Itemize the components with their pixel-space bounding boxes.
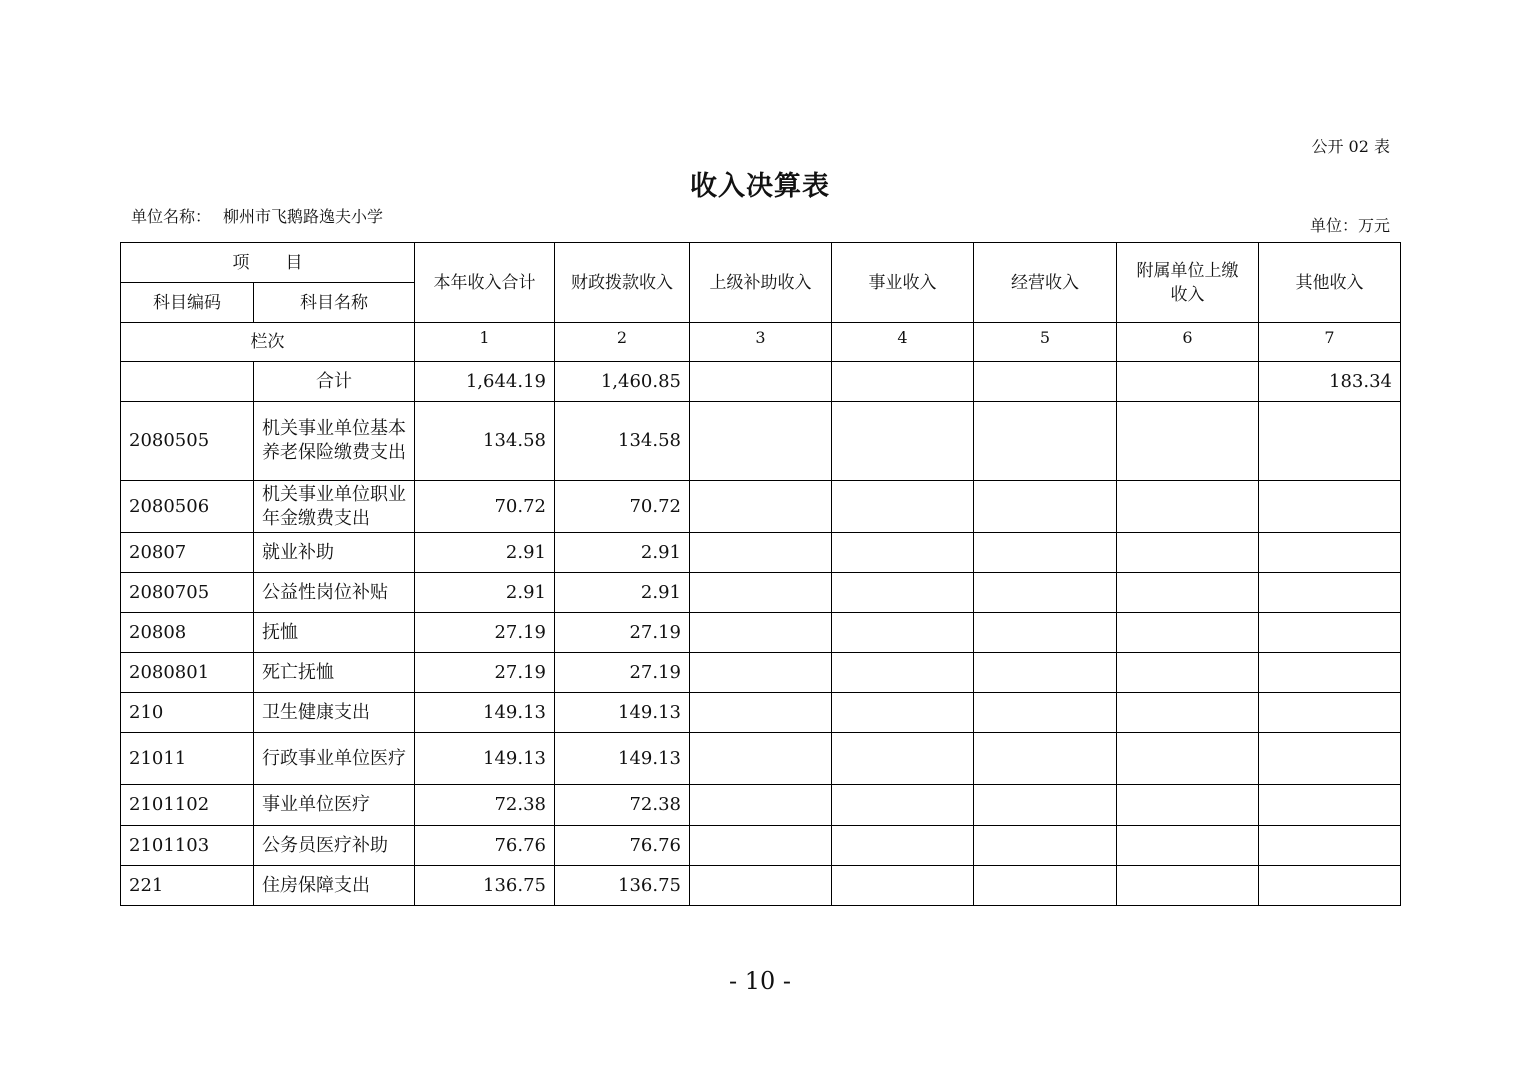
subject-name: 公益性岗位补贴	[254, 573, 415, 613]
subject-code: 21011	[121, 733, 254, 785]
total-cell: 1,644.19	[415, 362, 555, 402]
amount-cell: 134.58	[555, 402, 690, 481]
amount-cell	[690, 866, 832, 906]
amount-cell: 70.72	[415, 481, 555, 533]
amount-cell	[974, 693, 1117, 733]
subject-code: 2080705	[121, 573, 254, 613]
amount-cell	[690, 573, 832, 613]
amount-cell	[832, 613, 974, 653]
col-number: 3	[690, 323, 832, 362]
subject-name: 就业补助	[254, 533, 415, 573]
subject-code: 20807	[121, 533, 254, 573]
project-label-left: 项	[232, 252, 250, 273]
col-header-6: 附属单位上缴收入	[1117, 243, 1259, 323]
amount-cell	[1259, 693, 1401, 733]
col-header-1: 本年收入合计	[415, 243, 555, 323]
table-row	[121, 693, 1401, 733]
table-row	[121, 826, 1401, 866]
amount-cell	[974, 785, 1117, 826]
amount-cell	[690, 402, 832, 481]
amount-cell: 136.75	[415, 866, 555, 906]
col-number: 5	[974, 323, 1117, 362]
amount-cell	[1259, 866, 1401, 906]
subject-code: 210	[121, 693, 254, 733]
amount-cell	[690, 733, 832, 785]
amount-cell: 2.91	[415, 533, 555, 573]
subject-code: 2080801	[121, 653, 254, 693]
amount-cell	[832, 785, 974, 826]
amount-cell	[832, 653, 974, 693]
amount-cell	[1259, 653, 1401, 693]
project-header	[121, 243, 415, 283]
amount-cell: 149.13	[415, 693, 555, 733]
amount-cell	[974, 533, 1117, 573]
col-header-3: 上级补助收入	[690, 243, 832, 323]
amount-cell	[974, 481, 1117, 533]
table-row	[121, 573, 1401, 613]
amount-cell	[1117, 613, 1259, 653]
amount-cell	[832, 866, 974, 906]
amount-cell	[1259, 785, 1401, 826]
total-cell	[690, 362, 832, 402]
amount-cell	[1259, 402, 1401, 481]
col-number: 4	[832, 323, 974, 362]
amount-cell: 136.75	[555, 866, 690, 906]
amount-cell	[974, 613, 1117, 653]
subject-code: 2101103	[121, 826, 254, 866]
amount-cell: 2.91	[415, 573, 555, 613]
amount-cell: 27.19	[555, 613, 690, 653]
amount-cell	[1259, 533, 1401, 573]
total-cell	[974, 362, 1117, 402]
subject-code: 2080505	[121, 402, 254, 481]
table-row	[121, 785, 1401, 826]
amount-cell	[690, 613, 832, 653]
amount-cell	[832, 826, 974, 866]
amount-cell	[1117, 481, 1259, 533]
amount-cell	[1117, 866, 1259, 906]
table-row	[121, 481, 1401, 533]
table-row	[121, 613, 1401, 653]
amount-cell: 72.38	[555, 785, 690, 826]
col-header-5: 经营收入	[974, 243, 1117, 323]
row-number-label: 栏次	[121, 323, 415, 362]
subject-name: 卫生健康支出	[254, 693, 415, 733]
amount-cell	[974, 866, 1117, 906]
amount-cell: 76.76	[415, 826, 555, 866]
table-row	[121, 402, 1401, 481]
col-number: 1	[415, 323, 555, 362]
amount-cell	[690, 653, 832, 693]
subject-name: 抚恤	[254, 613, 415, 653]
table-row	[121, 866, 1401, 906]
amount-cell	[974, 826, 1117, 866]
amount-cell	[832, 733, 974, 785]
amount-cell: 72.38	[415, 785, 555, 826]
amount-cell	[1117, 733, 1259, 785]
unit-name	[131, 204, 383, 227]
unit-name-label: 单位名称：	[131, 207, 212, 226]
amount-cell	[974, 402, 1117, 481]
subject-code: 2080506	[121, 481, 254, 533]
amount-cell	[974, 573, 1117, 613]
subject-name: 机关事业单位职业年金缴费支出	[254, 481, 415, 533]
table-row	[121, 733, 1401, 785]
page-title: 收入决算表	[690, 171, 830, 202]
col-header-4: 事业收入	[832, 243, 974, 323]
header-row-1	[121, 243, 1401, 283]
amount-cell	[1117, 693, 1259, 733]
total-cell: 1,460.85	[555, 362, 690, 402]
unit-measure: 单位：万元	[1309, 216, 1390, 235]
subject-code: 221	[121, 866, 254, 906]
subject-code: 2101102	[121, 785, 254, 826]
subject-name: 机关事业单位基本养老保险缴费支出	[254, 402, 415, 481]
amount-cell	[974, 653, 1117, 693]
amount-cell: 76.76	[555, 826, 690, 866]
amount-cell	[1259, 733, 1401, 785]
name-header: 科目名称	[254, 283, 415, 323]
amount-cell	[690, 785, 832, 826]
total-cell: 183.34	[1259, 362, 1401, 402]
income-table	[120, 242, 1401, 906]
project-label-right: 目	[285, 252, 303, 273]
amount-cell	[832, 533, 974, 573]
amount-cell	[832, 402, 974, 481]
total-code	[121, 362, 254, 402]
subject-name: 事业单位医疗	[254, 785, 415, 826]
amount-cell	[690, 481, 832, 533]
amount-cell: 149.13	[555, 733, 690, 785]
code-header: 科目编码	[121, 283, 254, 323]
amount-cell	[1259, 573, 1401, 613]
amount-cell	[1117, 826, 1259, 866]
amount-cell	[1117, 573, 1259, 613]
amount-cell	[690, 693, 832, 733]
amount-cell	[832, 573, 974, 613]
col-header-2: 财政拨款收入	[555, 243, 690, 323]
subject-name: 死亡抚恤	[254, 653, 415, 693]
amount-cell	[1117, 785, 1259, 826]
amount-cell	[1117, 533, 1259, 573]
total-cell	[1117, 362, 1259, 402]
amount-cell	[1117, 653, 1259, 693]
col-number: 6	[1117, 323, 1259, 362]
amount-cell	[690, 826, 832, 866]
column-number-row	[121, 323, 1401, 362]
amount-cell: 27.19	[555, 653, 690, 693]
amount-cell	[690, 533, 832, 573]
amount-cell: 149.13	[555, 693, 690, 733]
page-number: - 10 -	[728, 967, 791, 995]
amount-cell: 27.19	[415, 653, 555, 693]
amount-cell	[1259, 613, 1401, 653]
table-row	[121, 653, 1401, 693]
col-number: 2	[555, 323, 690, 362]
amount-cell	[1259, 481, 1401, 533]
table-row	[121, 533, 1401, 573]
form-code: 公开 02 表	[1311, 137, 1390, 156]
amount-cell: 134.58	[415, 402, 555, 481]
total-cell	[832, 362, 974, 402]
total-label: 合计	[254, 362, 415, 402]
amount-cell	[974, 733, 1117, 785]
amount-cell: 27.19	[415, 613, 555, 653]
amount-cell	[832, 481, 974, 533]
amount-cell: 70.72	[555, 481, 690, 533]
amount-cell: 2.91	[555, 533, 690, 573]
amount-cell: 2.91	[555, 573, 690, 613]
amount-cell: 149.13	[415, 733, 555, 785]
amount-cell	[832, 693, 974, 733]
amount-cell	[1259, 826, 1401, 866]
total-row	[121, 362, 1401, 402]
amount-cell	[1117, 402, 1259, 481]
col-header-7: 其他收入	[1259, 243, 1401, 323]
subject-code: 20808	[121, 613, 254, 653]
subject-name: 行政事业单位医疗	[254, 733, 415, 785]
col-number: 7	[1259, 323, 1401, 362]
subject-name: 住房保障支出	[254, 866, 415, 906]
data-rows	[121, 402, 1401, 906]
subject-name: 公务员医疗补助	[254, 826, 415, 866]
unit-name-value: 柳州市飞鹅路逸夫小学	[223, 207, 384, 226]
